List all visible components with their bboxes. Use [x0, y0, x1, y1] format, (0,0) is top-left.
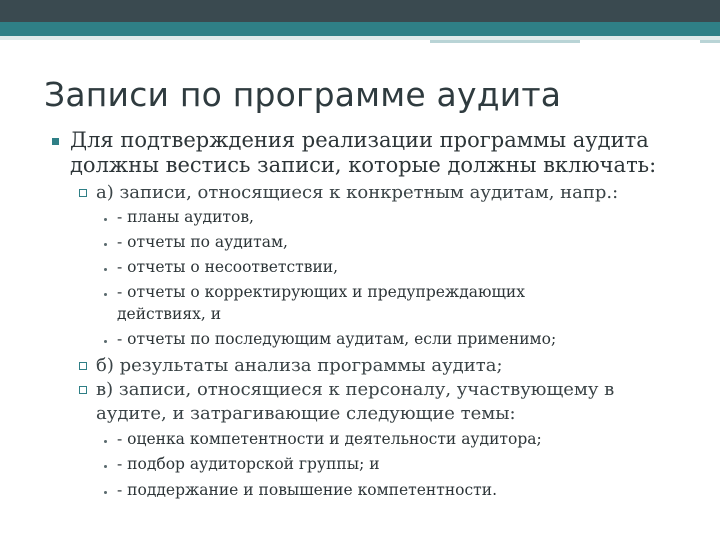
a-item-3: - отчеты о несоответствии, [117, 258, 339, 276]
intro-text-line-1: Для подтверждения реализации программы аудита [70, 128, 649, 152]
bullet-dot-icon [104, 268, 107, 271]
bullet-square-icon [52, 138, 59, 145]
intro-text-line-2: должны вестись записи, которые должны включать: [70, 153, 657, 177]
a-item-4-continuation: действиях, и [117, 305, 222, 323]
a-item-2: - отчеты по аудитам, [117, 233, 288, 251]
item-c-text-line-1: в) записи, относящиеся к персоналу, участвующему в [96, 379, 615, 400]
bullet-dot-icon [104, 340, 107, 343]
bullet-hollow-square-icon [79, 362, 87, 370]
bullet-dot-icon [104, 440, 107, 443]
bullet-hollow-square-icon [79, 386, 87, 394]
a-item-5: - отчеты по последующим аудитам, если применимо; [117, 330, 557, 348]
c-item-2: - подбор аудиторской группы; и [117, 455, 380, 473]
bullet-hollow-square-icon [79, 189, 87, 197]
item-c-text-line-2: аудите, и затрагивающие следующие темы: [96, 403, 516, 424]
bullet-dot-icon [104, 243, 107, 246]
bullet-dot-icon [104, 218, 107, 221]
bullet-dot-icon [104, 293, 107, 296]
a-item-4: - отчеты о корректирующих и предупреждающих [117, 283, 525, 301]
c-item-3: - поддержание и повышение компетентности. [117, 481, 498, 499]
a-item-1: - планы аудитов, [117, 208, 254, 226]
c-item-1: - оценка компетентности и деятельности аудитора; [117, 430, 542, 448]
bullet-dot-icon [104, 491, 107, 494]
bullet-dot-icon [104, 465, 107, 468]
item-b-text: б) результаты анализа программы аудита; [96, 355, 503, 376]
item-a-text: а) записи, относящиеся к конкретным аудитам, напр.: [96, 182, 619, 203]
slide-title: Записи по программе аудита [44, 75, 562, 114]
